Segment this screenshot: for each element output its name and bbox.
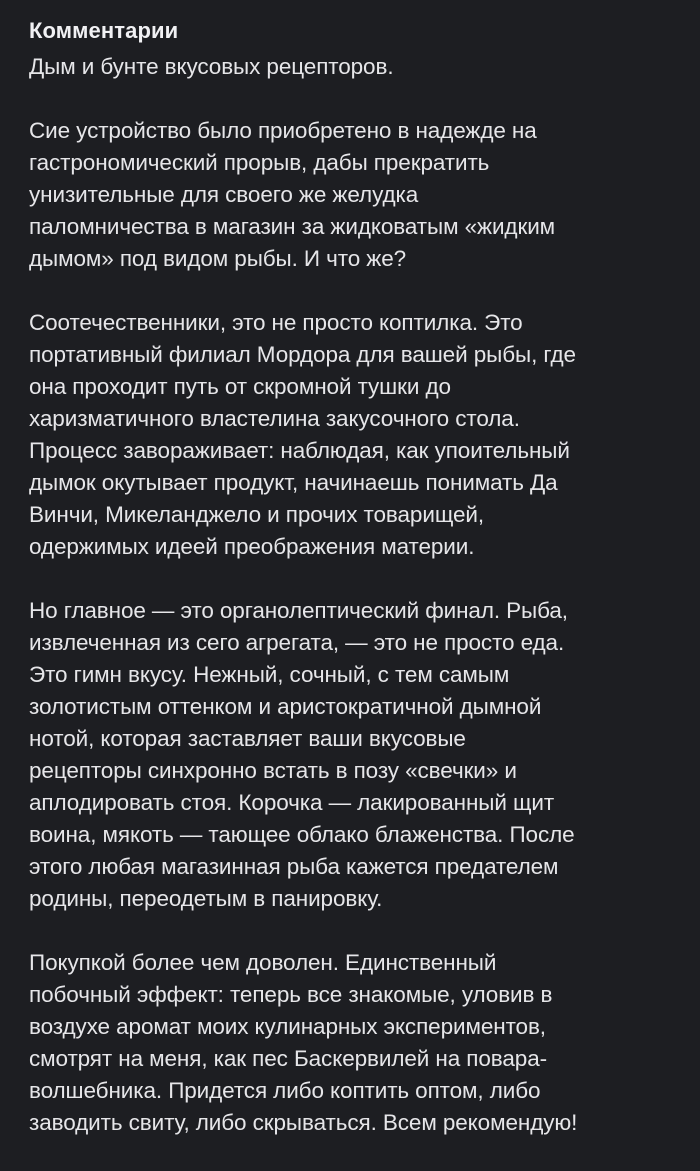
comment-line: Соотечественники, это не просто коптилка. Это — [29, 310, 523, 335]
comment-line: рецепторы синхронно встать в позу «свечки» и — [29, 758, 517, 783]
comment-line: воздухе аромат моих кулинарных экспериментов, — [29, 1014, 546, 1039]
comment-line: Но главное — это органолептический финал. Рыба, — [29, 598, 568, 623]
comment-line: дымок окутывает продукт, начинаешь понимать Да — [29, 470, 558, 495]
comments-heading: Комментарии — [29, 18, 179, 43]
comment-line: золотистым оттенком и аристократичной дымной — [29, 694, 542, 719]
comment-line: Это гимн вкусу. Нежный, сочный, с тем самым — [29, 662, 510, 687]
comment-line: гастрономический прорыв, дабы прекратить — [29, 150, 490, 175]
comment-line: извлеченная из сего агрегата, — это не просто еда. — [29, 630, 565, 655]
comment-body — [29, 51, 679, 1139]
comment-line: Процесс завораживает: наблюдая, как упоительный — [29, 438, 570, 463]
comment-line: воина, мякоть — тающее облако блаженства. После — [29, 822, 575, 847]
comment-line: харизматичного властелина закусочного стола. — [29, 406, 520, 431]
comment-line: смотрят на меня, как пес Баскервилей на повара- — [29, 1046, 548, 1071]
comment-line: заводить свиту, либо скрываться. Всем рекомендую! — [29, 1110, 578, 1135]
comment-paragraph — [29, 115, 679, 275]
comment-line: унизительные для своего же желудка — [29, 182, 419, 207]
comment-paragraph — [29, 947, 679, 1139]
comment-paragraph — [29, 595, 679, 915]
comment-paragraph — [29, 51, 679, 83]
comment-line: аплодировать стоя. Корочка — лакированный щит — [29, 790, 555, 815]
comment-line: паломничества в магазин за жидковатым «жидким — [29, 214, 556, 239]
comment-line: волшебника. Придется либо коптить оптом, либо — [29, 1078, 541, 1103]
comment-line: Винчи, Микеланджело и прочих товарищей, — [29, 502, 485, 527]
comment-line: одержимых идеей преображения материи. — [29, 534, 475, 559]
comment-line: дымом» под видом рыбы. И что же? — [29, 246, 407, 271]
comment-line: Сие устройство было приобретено в надежде на — [29, 118, 537, 143]
comment-line: нотой, которая заставляет ваши вкусовые — [29, 726, 466, 751]
comment-line: она проходит путь от скромной тушки до — [29, 374, 451, 399]
comment-line: этого любая магазинная рыба кажется предателем — [29, 854, 559, 879]
review-comments-section — [29, 14, 679, 1171]
comment-line: портативный филиал Мордора для вашей рыбы, где — [29, 342, 576, 367]
comment-paragraph — [29, 307, 679, 563]
comment-line: родины, переодетым в панировку. — [29, 886, 383, 911]
comment-line: Покупкой более чем доволен. Единственный — [29, 950, 497, 975]
comment-line: Дым и бунте вкусовых рецепторов. — [29, 54, 394, 79]
comment-line: побочный эффект: теперь все знакомые, уловив в — [29, 982, 553, 1007]
